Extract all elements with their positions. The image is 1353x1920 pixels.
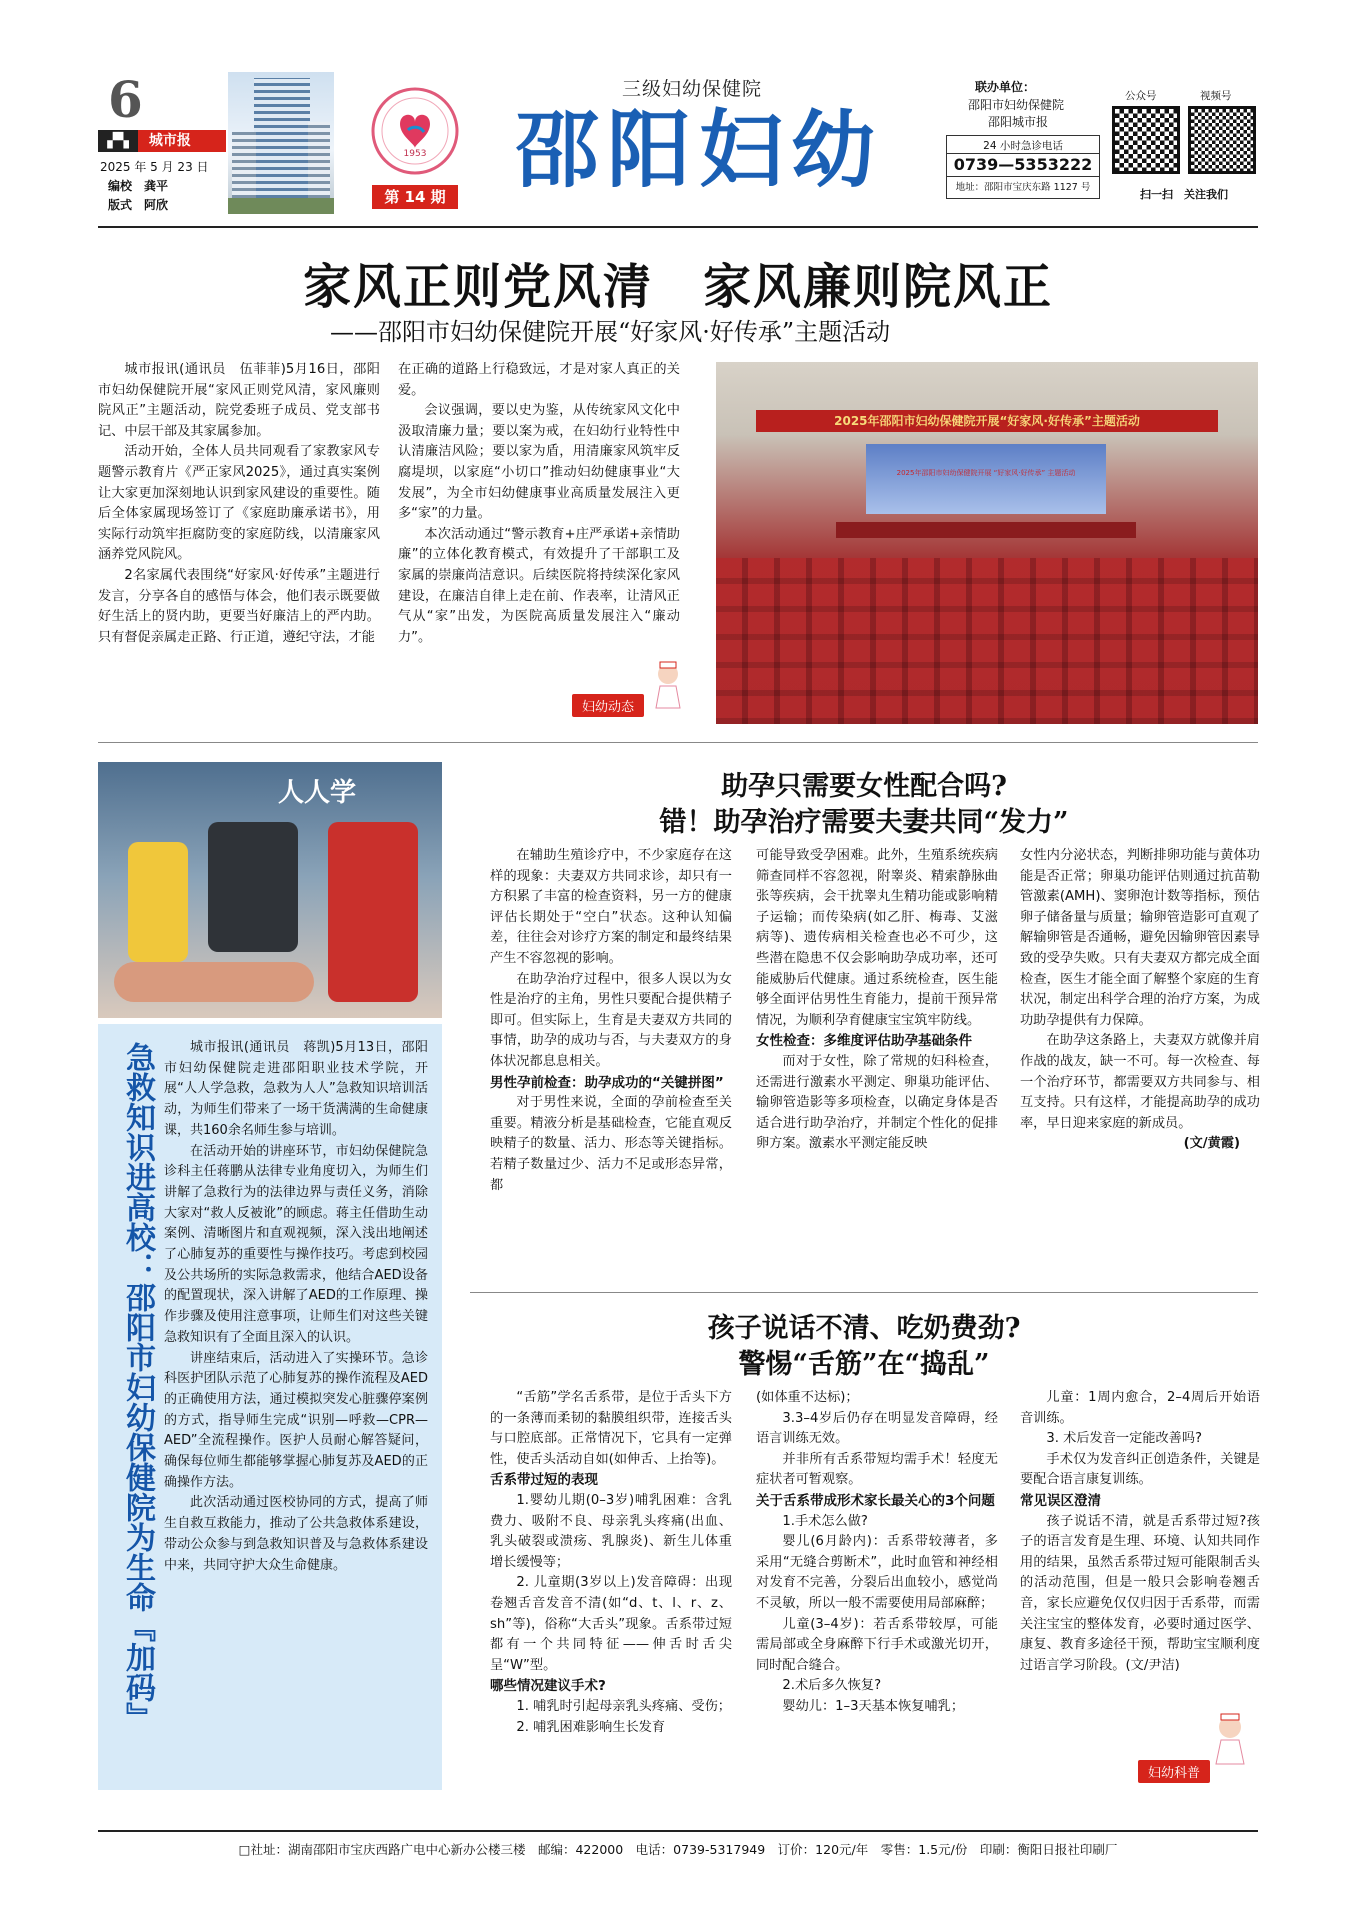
- subheading: 哪些情况建议手术?: [490, 1678, 606, 1695]
- qr-label-wechat: 公众号: [1125, 90, 1157, 102]
- article-paragraph: 1. 哺乳时引起母亲乳头疼痛、受伤；: [516, 1698, 731, 1714]
- lead-column-2: [398, 360, 680, 648]
- lead-paragraph: 活动开始，全体人员共同观看了家教家风专题警示教育片《严正家风2025》，通过真实案例让大家更加深刻地认识到家风建设的重要性。随后全体家属现场签订了《家庭助廉承诺书》，用实际行动筑牢拒腐防变的家庭防线，以清廉家风涵养党风院风。: [98, 444, 380, 563]
- qr-code-icon[interactable]: [1112, 106, 1180, 174]
- story3-headline-1: 孩子说话不清、吃奶费劲?: [707, 1313, 1021, 1344]
- sponsor-1: 邵阳市妇幼保健院: [968, 98, 1065, 112]
- section-rule: [470, 1292, 1258, 1293]
- footer-rule: [98, 1830, 1258, 1832]
- subheading: 舌系带过短的表现: [490, 1472, 598, 1489]
- scan-text: 扫一扫 关注我们: [1140, 188, 1228, 201]
- article-paragraph: 婴幼儿：1–3天基本恢复哺乳；: [782, 1698, 965, 1714]
- article-paragraph: 儿童(3–4岁)：若舌系带较厚，可能需局部或全身麻醉下行手术或激光切开，同时配合缝合。: [756, 1616, 998, 1673]
- article-paragraph: 儿童：1周内愈合，2–4周后开始语音训练。: [1020, 1390, 1260, 1426]
- article-paragraph: 并非所有舌系带短均需手术！轻度无症状者可暂观察。: [756, 1451, 998, 1488]
- lead-paragraph: 城市报讯(通讯员 伍菲菲)5月16日，邵阳市妇幼保健院开展“家风正则党风清，家风廉则院风正”主题活动，院党委班子成员、党支部书记、中层干部及其家属参加。: [98, 362, 380, 439]
- article-paragraph: 在助孕这条路上，夫妻双方就像并肩作战的战友，缺一不可。每一次检查、每一个治疗环节，都需要双方共同参与、相互支持。只有这样，才能提高助孕的成功率，早日迎来家庭的新成员。: [1020, 1033, 1260, 1131]
- issue-date: 2025 年 5 月 23 日: [100, 160, 209, 174]
- lead-paragraph: 本次活动通过“警示教育+庄严承诺+亲情助廉”的立体化教育模式，有效提升了干部职工及家属的崇廉尚洁意识。后续医院将持续深化家风建设，在廉洁自律上走在前、作表率，让清风正气从“家”出发，为医院高质量发展注入“廉动力”。: [398, 526, 680, 645]
- article-paragraph: 2. 哺乳困难影响生长发育: [516, 1719, 666, 1735]
- article-paragraph: 1.手术怎么做?: [782, 1513, 868, 1529]
- lead-column-1: [98, 360, 380, 648]
- author-byline: (文/黄霞): [1183, 1136, 1240, 1152]
- sidebar-story-box: [98, 1024, 442, 1790]
- nurse-mascot-icon: [650, 660, 686, 710]
- nurse-mascot-icon: [1210, 1712, 1250, 1766]
- hotline-number: 0739—5353222: [947, 153, 1099, 177]
- sponsor-2: 邵阳城市报: [988, 115, 1049, 129]
- sidebar-paragraph: 在活动开始的讲座环节，市妇幼保健院急诊科主任蒋鹏从法律专业角度切入，为师生们讲解了急救行为的法律边界与责任义务，消除大家对“救人反被讹”的顾虑。蒋主任借助生动案例、清晰图片和直观视频，深入浅出地阐述了心肺复苏的重要性与操作技巧。考虑到校园及公共场所的实际急救需求，他结合AED设备的配置现状，深入讲解了AED的工作原理、操作步骤及使用注意事项，让师生们对这些关键急救知识有了全面且深入的认识。: [164, 1143, 428, 1345]
- article-paragraph: 婴儿(6月龄内)：舌系带较薄者，多采用“无缝合剪断术”，此时血管和神经相对发育不完善，分裂后出血较小，感觉尚不灵敏，所以一般不需要使用局部麻醉；: [756, 1534, 998, 1611]
- subheading: 关于舌系带成形术家长最关心的3个问题: [756, 1492, 995, 1509]
- article-paragraph: 孩子说话不清，就是舌系带过短?孩子的语言发育是生理、环境、认知共同作用的结果，虽然舌系带过短可能限制舌头的活动范围，但是一般只会影响卷翘舌音，家长应避免仅仅归因于舌系带，而需关注宝宝的整体发育，必要时通过医学、康复、教育多途径干预，帮助宝宝顺利度过语言学习阶段。(文/尹洁): [1020, 1513, 1260, 1673]
- article-paragraph: 可能导致受孕困难。此外，生殖系统疾病筛查同样不容忽视，附睾炎、精索静脉曲张等疾病，会干扰睾丸生精功能或影响精子运输；而传染病(如乙肝、梅毒、艾滋病等)、遗传病相关检查也必不可少，这些潜在隐患不仅会影响助孕成功率，还可能威胁后代健康。通过系统检查，医生能够全面评估男性生育能力，提前干预异常情况，为顺利孕育健康宝宝筑牢防线。: [756, 848, 998, 1028]
- story3-column-1: [490, 1388, 732, 1738]
- lead-paragraph: 在正确的道路上行稳致远，才是对家人真正的关爱。: [398, 362, 680, 398]
- editor: 编校 龚平: [108, 179, 169, 193]
- photo-sign-text: 人人学: [278, 778, 357, 808]
- lead-headline: 家风正则党风清 家风廉则院风正: [302, 259, 1053, 315]
- article-paragraph: 3. 术后发音一定能改善吗?: [1046, 1431, 1203, 1447]
- story3-column-3: [1020, 1388, 1260, 1676]
- hotline-box: [946, 135, 1100, 199]
- article-paragraph: 而对于女性，除了常规的妇科检查，还需进行激素水平测定、卵巢功能评估、输卵管造影等多项检查，以确定身体是否适合进行助孕治疗，并制定个性化的促排卵方案。激素水平测定能反映: [756, 1053, 998, 1152]
- section-tag-news: 妇幼动态: [572, 694, 644, 717]
- article-paragraph: 对于男性来说，全面的孕前检查至关重要。精液分析是基础检查，它能直观反映精子的数量、活力、形态等关键指标。若精子数量过少、活力不足或形态异常，都: [490, 1095, 732, 1193]
- lead-paragraph: 会议强调，要以史为鉴，从传统家风文化中汲取清廉力量；要以案为戒，在妇幼行业特性中认清廉洁风险；要以家为盾，用清廉家风筑牢反腐堤坝，以家庭“小切口”推动妇幼健康事业“大发展”，为全市妇幼健康事业高质量发展注入更多“家”的力量。: [398, 403, 680, 522]
- article-paragraph: 3.3–4岁后仍存在明显发音障碍，经语言训练无效。: [756, 1410, 998, 1447]
- section-rule: [98, 742, 1258, 743]
- cpr-training-photo: [98, 762, 442, 1018]
- lead-subheadline: ——邵阳市妇幼保健院开展“好家风·好传承”主题活动: [330, 318, 891, 346]
- footer-info: □社址：湖南邵阳市宝庆西路广电中心新办公楼三楼 邮编：422000 电话：0739-5317949 订价：120元/年 零售：1.5元/份 印刷：衡阳日报社印刷厂: [238, 1842, 1118, 1857]
- story3-headline-2: 警惕“舌筋”在“捣乱”: [738, 1349, 990, 1380]
- article-paragraph: 在辅助生殖诊疗中，不少家庭存在这样的现象：夫妻双方共同求诊，却只有一方积累了丰富的检查资料，另一方的健康评估长期处于“空白”状态。这种认知偏差，往往会对诊疗方案的制定和最终结果产生不容忽视的影响。: [490, 848, 732, 966]
- hotline-label: 24 小时急诊电话: [983, 140, 1063, 152]
- layout-designer: 版式 阿欣: [108, 198, 169, 212]
- story2-headline-2: 错！助孕治疗需要夫妻共同“发力”: [659, 807, 1069, 838]
- masthead-title: 邵阳妇幼: [515, 101, 884, 199]
- sidebar-paragraph: 讲座结束后，活动进入了实操环节。急诊科医护团队示范了心肺复苏的操作流程及AED的正确使用方法，通过模拟突发心脏骤停案例的方式，指导师生完成“识别—呼救—CPR—AED”全流程操作。医护人员耐心解答疑问，确保每位师生都能够掌握心肺复苏及AED的正确操作方法。: [164, 1350, 428, 1490]
- qr-code-icon[interactable]: [1188, 106, 1256, 174]
- article-paragraph: 手术仅为发音纠正创造条件，关键是要配合语言康复训练。: [1020, 1451, 1260, 1488]
- hospital-level: 三级妇幼保健院: [622, 78, 763, 100]
- lead-paragraph: 2名家属代表围绕“好家风·好传承”主题进行发言，分享各自的感悟与体会，他们表示既要做好生活上的贤内助，更要当好廉洁上的严内助。只有督促亲属走正路、行正道，遵纪守法，才能: [98, 567, 380, 645]
- subheading: 男性孕前检查：助孕成功的“关键拼图”: [490, 1074, 724, 1091]
- sidebar-vertical-headline: 急救知识进高校：邵阳市妇幼保健院为生命『加码』: [120, 1042, 155, 1732]
- address: 地址：邵阳市宝庆东路 1127 号: [955, 182, 1091, 193]
- subheading: 女性检查：多维度评估助孕基础条件: [756, 1033, 972, 1050]
- sidebar-story-text: [164, 1038, 428, 1576]
- conference-photo: [716, 362, 1258, 724]
- page-header: [0, 0, 1353, 240]
- story2-column-1: [490, 846, 732, 1196]
- hospital-emblem-icon: [370, 86, 460, 176]
- story2-headline-1: 助孕只需要女性配合吗?: [721, 771, 1007, 802]
- section-tag-science: 妇幼科普: [1138, 1760, 1210, 1783]
- article-paragraph: 1.婴幼儿期(0–3岁)哺乳困难：含乳费力、吸附不良、母亲乳头疼痛(出血、乳头破裂或溃疡、乳腺炎)、新生儿体重增长缓慢等；: [490, 1492, 732, 1570]
- story3-column-2: [756, 1388, 998, 1718]
- hospital-building-image: [228, 72, 334, 214]
- story2-column-2: [756, 846, 998, 1155]
- article-paragraph: 2. 儿童期(3岁以上)发音障碍：出现卷翘舌音发音不清(如“d、t、l、r、z、sh”等)，俗称“大舌头”现象。舌系带过短都有一个共同特征——伸舌时舌尖呈“W”型。: [490, 1575, 732, 1673]
- subheading: 常见误区澄清: [1020, 1492, 1101, 1509]
- page-number: 6: [108, 70, 143, 129]
- article-paragraph: “舌筋”学名舌系带，是位于舌头下方的一条薄而柔韧的黏膜组织带，连接舌头与口腔底部。正常情况下，它具有一定弹性，使舌头活动自如(如伸舌、上抬等)。: [490, 1390, 732, 1467]
- qr-label-video: 视频号: [1200, 90, 1232, 102]
- sidebar-paragraph: 城市报讯(通讯员 蒋凯)5月13日，邵阳市妇幼保健院走进邵阳职业技术学院，开展“人人学急救，急救为人人”急救知识培训活动，为师生们带来了一场干货满满的生命健康课，共160余名师生参与培训。: [164, 1040, 428, 1138]
- article-paragraph: 在助孕治疗过程中，很多人误以为女性是治疗的主角，男性只要配合提供精子即可。但实际上，生育是夫妻双方共同的事情，助孕的成功与否，与夫妻双方的身体状况都息息相关。: [490, 971, 732, 1069]
- article-paragraph: (如体重不达标)；: [756, 1390, 859, 1405]
- emblem-year: 1953: [403, 149, 427, 159]
- article-paragraph: 2.术后多久恢复?: [782, 1678, 882, 1694]
- article-paragraph: 女性内分泌状态，判断排卵功能与黄体功能是否正常；卵巢功能评估则通过抗苗勒管激素(AMH)、窦卵泡计数等指标，预估卵子储备量与质量；输卵管造影可直观了解输卵管是否通畅，避免因输卵管因素导致的受孕失败。只有夫妻双方都完成全面检查，医生才能全面了解整个家庭的生育状况，制定出科学合理的治疗方案，为成功助孕提供有力保障。: [1020, 848, 1260, 1028]
- sidebar-paragraph: 此次活动通过医校协同的方式，提高了师生自救互救能力，推动了公共急救体系建设，带动公众参与到急救知识普及与急救体系建设中来，共同守护大众生命健康。: [164, 1495, 428, 1573]
- story2-column-3: [1020, 846, 1260, 1155]
- photo-banner-text: 2025年邵阳市妇幼保健院开展“好家风·好传承”主题活动: [756, 410, 1218, 432]
- photo-screen-text: 2025年邵阳市妇幼保健院开展 “好家风·好传承” 主题活动: [896, 469, 1076, 477]
- header-rule: [98, 226, 1258, 228]
- issue-number: 第 14 期: [372, 185, 458, 209]
- paper-logo: ▞▚ 城市报: [98, 130, 226, 152]
- sponsor-label: 联办单位：: [975, 80, 1036, 94]
